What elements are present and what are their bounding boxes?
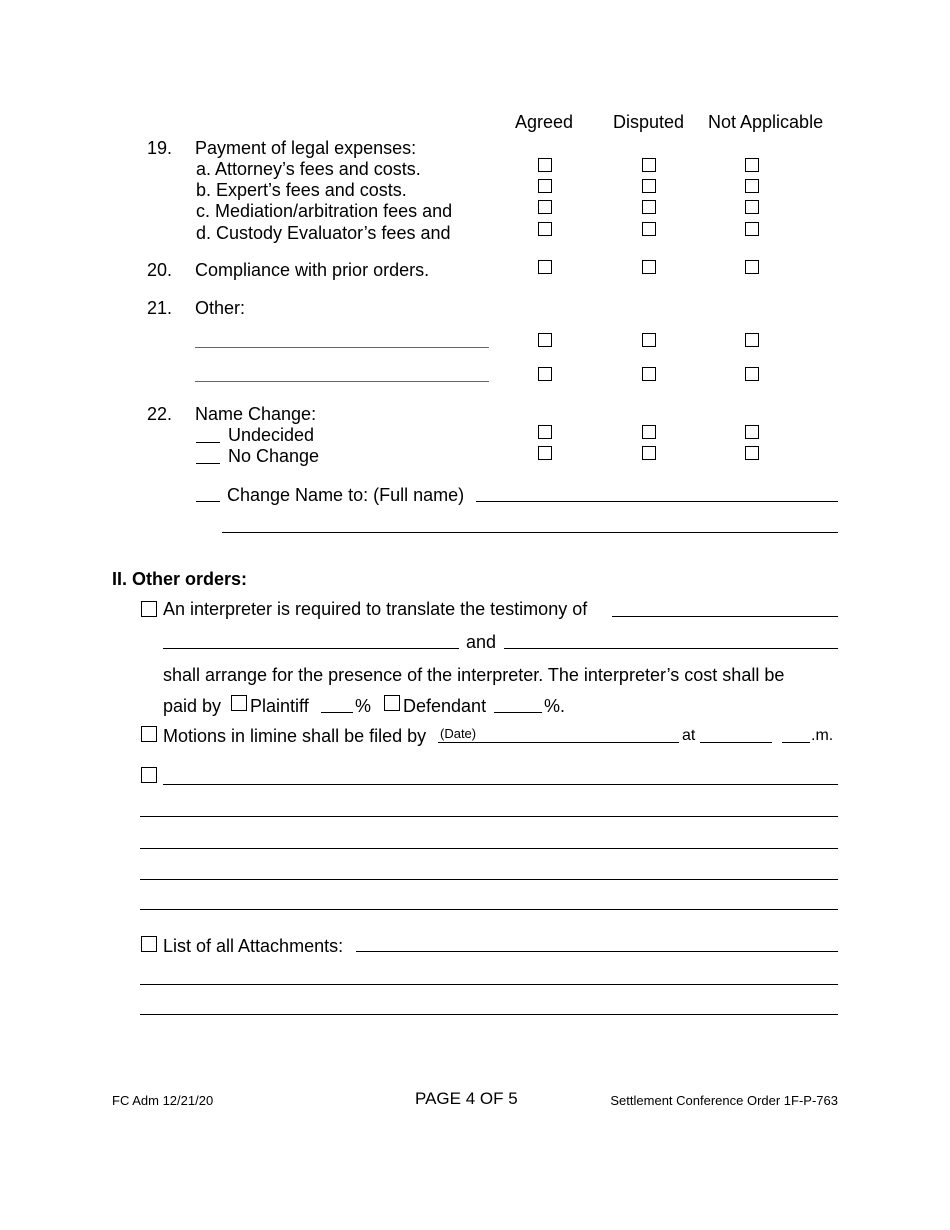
change-name-label: Change Name to: (Full name) xyxy=(227,485,465,505)
other-order-line-2[interactable] xyxy=(140,816,838,817)
and-label: and xyxy=(466,632,497,652)
item-20-title: Compliance with prior orders. xyxy=(195,260,430,280)
at-label: at xyxy=(682,727,696,744)
item-19a-disputed-checkbox[interactable] xyxy=(642,158,656,172)
item-19c-agreed-checkbox[interactable] xyxy=(538,200,552,214)
item-21-row2-disputed-checkbox[interactable] xyxy=(642,367,656,381)
motions-ampm-field[interactable] xyxy=(782,742,810,743)
other-order-checkbox[interactable] xyxy=(141,767,157,783)
interpreter-arranger-field[interactable] xyxy=(504,648,838,649)
defendant-label: Defendant xyxy=(403,696,487,716)
col-header-agreed: Agreed xyxy=(515,112,574,132)
plaintiff-label: Plaintiff xyxy=(250,696,309,716)
item-21-row1-na-checkbox[interactable] xyxy=(745,333,759,347)
item-22-no-change-na-checkbox[interactable] xyxy=(745,446,759,460)
item-19b-agreed-checkbox[interactable] xyxy=(538,179,552,193)
item-19-title: Payment of legal expenses: xyxy=(195,138,417,158)
plaintiff-checkbox[interactable] xyxy=(231,695,247,711)
item-21-other-line-1[interactable] xyxy=(195,347,489,348)
item-19d-disputed-checkbox[interactable] xyxy=(642,222,656,236)
item-21-row1-agreed-checkbox[interactable] xyxy=(538,333,552,347)
interpreter-language-field[interactable] xyxy=(163,648,459,649)
arrange-text: shall arrange for the presence of the interpreter. The interpreter’s cost shall be xyxy=(163,665,785,685)
undecided-label: Undecided xyxy=(228,425,315,445)
undecided-blank[interactable] xyxy=(196,442,220,443)
item-21-row2-agreed-checkbox[interactable] xyxy=(538,367,552,381)
item-19d-na-checkbox[interactable] xyxy=(745,222,759,236)
item-20-number: 20. xyxy=(147,260,173,280)
attachments-line-2[interactable] xyxy=(140,984,838,985)
defendant-percent-field[interactable] xyxy=(494,712,542,713)
item-21-number: 21. xyxy=(147,298,173,318)
item-19a-label: a. Attorney’s fees and costs. xyxy=(196,159,421,179)
section-2-heading: II. Other orders: xyxy=(112,569,248,589)
motions-checkbox[interactable] xyxy=(141,726,157,742)
item-22-undecided-disputed-checkbox[interactable] xyxy=(642,425,656,439)
attachments-checkbox[interactable] xyxy=(141,936,157,952)
item-19c-na-checkbox[interactable] xyxy=(745,200,759,214)
item-19a-na-checkbox[interactable] xyxy=(745,158,759,172)
item-19a-agreed-checkbox[interactable] xyxy=(538,158,552,172)
paid-by-label: paid by xyxy=(163,696,222,716)
attachments-label: List of all Attachments: xyxy=(163,936,344,956)
full-name-field-1[interactable] xyxy=(476,501,838,502)
other-order-line-3[interactable] xyxy=(140,848,838,849)
item-22-undecided-agreed-checkbox[interactable] xyxy=(538,425,552,439)
other-order-line-4[interactable] xyxy=(140,879,838,880)
m-label: .m. xyxy=(811,727,834,744)
item-22-no-change-disputed-checkbox[interactable] xyxy=(642,446,656,460)
item-22-no-change-agreed-checkbox[interactable] xyxy=(538,446,552,460)
item-20-agreed-checkbox[interactable] xyxy=(538,260,552,274)
item-19d-label: d. Custody Evaluator’s fees and xyxy=(196,223,451,243)
attachments-line-3[interactable] xyxy=(140,1014,838,1015)
change-name-blank[interactable] xyxy=(196,501,220,502)
item-19b-disputed-checkbox[interactable] xyxy=(642,179,656,193)
motions-text: Motions in limine shall be filed by xyxy=(163,726,427,746)
item-22-title: Name Change: xyxy=(195,404,317,424)
item-19c-disputed-checkbox[interactable] xyxy=(642,200,656,214)
interpreter-party-field[interactable] xyxy=(612,616,838,617)
footer-page-number: PAGE 4 OF 5 xyxy=(415,1089,518,1108)
col-header-not-applicable: Not Applicable xyxy=(708,112,824,132)
date-hint: (Date) xyxy=(440,726,477,741)
interpreter-text: An interpreter is required to translate the testimony of xyxy=(163,599,588,619)
footer-form-title: Settlement Conference Order 1F-P-763 xyxy=(610,1093,838,1108)
plaintiff-percent-field[interactable] xyxy=(321,712,353,713)
item-21-row1-disputed-checkbox[interactable] xyxy=(642,333,656,347)
item-19c-label: c. Mediation/arbitration fees and xyxy=(196,201,453,221)
attachments-line-1[interactable] xyxy=(356,951,838,952)
item-19b-label: b. Expert’s fees and costs. xyxy=(196,180,407,200)
motions-time-field[interactable] xyxy=(700,742,772,743)
defendant-checkbox[interactable] xyxy=(384,695,400,711)
col-header-disputed: Disputed xyxy=(613,112,685,132)
item-22-number: 22. xyxy=(147,404,173,424)
defendant-percent-sign: %. xyxy=(544,696,566,716)
no-change-label: No Change xyxy=(228,446,320,466)
no-change-blank[interactable] xyxy=(196,463,220,464)
item-21-title: Other: xyxy=(195,298,246,318)
item-20-disputed-checkbox[interactable] xyxy=(642,260,656,274)
item-19-number: 19. xyxy=(147,138,173,158)
interpreter-checkbox[interactable] xyxy=(141,601,157,617)
other-order-line-1[interactable] xyxy=(163,784,838,785)
item-20-na-checkbox[interactable] xyxy=(745,260,759,274)
item-19b-na-checkbox[interactable] xyxy=(745,179,759,193)
item-21-other-line-2[interactable] xyxy=(195,381,489,382)
full-name-field-2[interactable] xyxy=(222,532,838,533)
other-order-line-5[interactable] xyxy=(140,909,838,910)
item-21-row2-na-checkbox[interactable] xyxy=(745,367,759,381)
item-19d-agreed-checkbox[interactable] xyxy=(538,222,552,236)
footer-form-code: FC Adm 12/21/20 xyxy=(112,1093,214,1108)
motions-date-field[interactable] xyxy=(438,742,679,743)
item-22-undecided-na-checkbox[interactable] xyxy=(745,425,759,439)
plaintiff-percent-sign: % xyxy=(355,696,372,716)
